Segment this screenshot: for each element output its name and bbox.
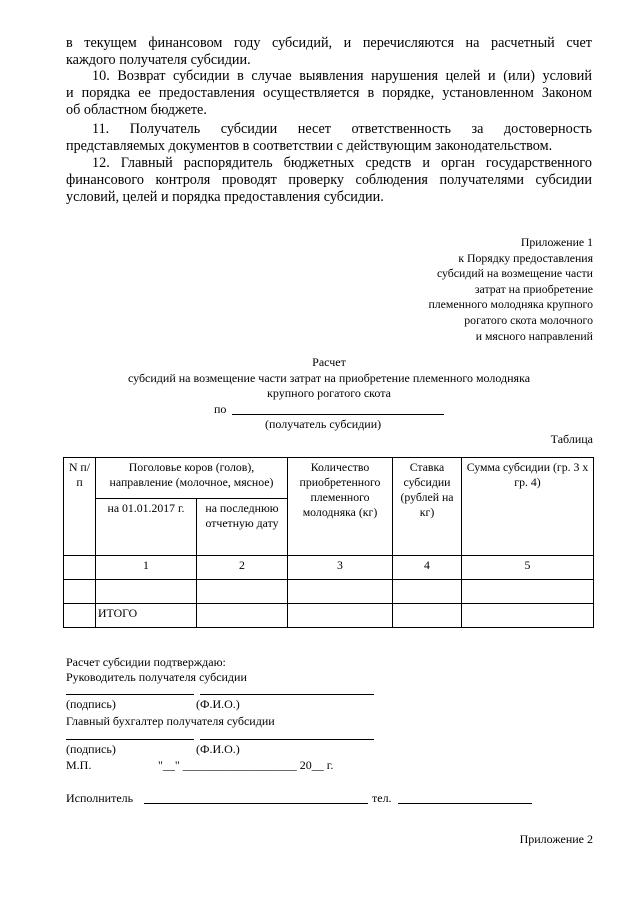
tel-label: тел. (372, 791, 392, 805)
header-livestock: Поголовье коров (голов), направление (молочное, мясное) (96, 458, 288, 499)
paragraph-12-line3: условий, целей и порядка предоставления субсидии. (66, 189, 384, 205)
appendix-1-line7: и мясного направлений (475, 328, 593, 343)
colnum-5: 5 (462, 556, 594, 580)
header-sub-last: на последнюю отчетную дату (197, 499, 288, 556)
appendix-1-line3: субсидий на возмещение части (436, 266, 593, 281)
table-row (64, 580, 594, 604)
acc-sign-line (66, 739, 194, 740)
recipient-caption: (получатель субсидии) (265, 417, 382, 431)
confirm-label: Расчет субсидии подтверждаю: (66, 655, 226, 669)
paragraph-12-line2: финансового контроля проводят проверку соблюдения получателями субсидии (66, 172, 592, 188)
executor-label: Исполнитель (66, 791, 134, 805)
paragraph-10-line3: об областном бюджете. (66, 102, 207, 118)
paragraph-9-end-line2: каждого получателя субсидии. (66, 52, 251, 68)
date-field: "__" ___________________ 20__ г. (158, 758, 334, 772)
calc-subtitle-line2: крупного рогатого скота (267, 386, 391, 400)
head-sign-caption: (подпись) (66, 697, 116, 711)
header-sub-date: на 01.01.2017 г. (96, 499, 197, 556)
calc-title: Расчет (312, 355, 346, 369)
mp-label: М.П. (66, 758, 92, 772)
colnum-4: 4 (393, 556, 462, 580)
paragraph-9-end-line1: в текущем финансовом году субсидий, и перечисляются на расчетный счет (66, 35, 592, 51)
tel-line (398, 803, 532, 804)
acc-fio-line (200, 739, 374, 740)
header-num: N п/п (64, 458, 96, 556)
appendix-1-line2: к Порядку предоставления (458, 250, 593, 265)
appendix-1-line5: племенного молодняка крупного (428, 297, 593, 312)
acc-fio-caption: (Ф.И.О.) (196, 742, 240, 756)
colnum-empty (64, 556, 96, 580)
paragraph-10-line2: и порядка ее предоставления осуществляется в порядке, установленном Законом (66, 85, 592, 101)
head-label: Руководитель получателя субсидии (66, 670, 247, 684)
paragraph-12-line1: 12. Главный распорядитель бюджетных средств и орган государственного (92, 155, 592, 171)
appendix-1-line1: Приложение 1 (520, 235, 593, 249)
table-total-row (64, 604, 594, 628)
appendix-2-heading: Приложение 2 (519, 832, 593, 846)
acc-sign-caption: (подпись) (66, 742, 116, 756)
header-rate: Ставка субсидии (рублей на кг) (393, 458, 462, 556)
head-fio-caption: (Ф.И.О.) (196, 697, 240, 711)
appendix-1-heading (333, 235, 593, 344)
subsidy-table (63, 457, 594, 628)
header-sum: Сумма субсидии (гр. 3 x гр. 4) (462, 458, 594, 556)
table-label: Таблица (550, 432, 593, 446)
executor-line (144, 803, 368, 804)
head-sign-line (66, 694, 194, 695)
head-fio-line (200, 694, 374, 695)
appendix-1-line6: рогатого скота молочного (464, 312, 593, 327)
paragraph-11-line2: представляемых документов в соответствии с действующим законодательством. (66, 138, 553, 154)
table-colnum-row (64, 556, 594, 580)
chief-accountant-label: Главный бухгалтер получателя субсидии (66, 714, 275, 728)
recipient-line (232, 414, 444, 415)
total-label: ИТОГО (96, 604, 197, 628)
paragraph-10-line1: 10. Возврат субсидии в случае выявления нарушения целей и (или) условий (92, 68, 592, 84)
header-quantity: Количество приобретенного племенного молодняка (кг) (288, 458, 393, 556)
calc-subtitle-line1: субсидий на возмещение части затрат на приобретение племенного молодняка (127, 371, 531, 385)
colnum-1: 1 (96, 556, 197, 580)
table-header-row (64, 458, 594, 499)
appendix-1-line4: затрат на приобретение (474, 281, 593, 296)
colnum-2: 2 (197, 556, 288, 580)
po-label: по (214, 402, 227, 416)
paragraph-11-line1: 11. Получатель субсидии несет ответственность за достоверность (92, 121, 592, 137)
colnum-3: 3 (288, 556, 393, 580)
